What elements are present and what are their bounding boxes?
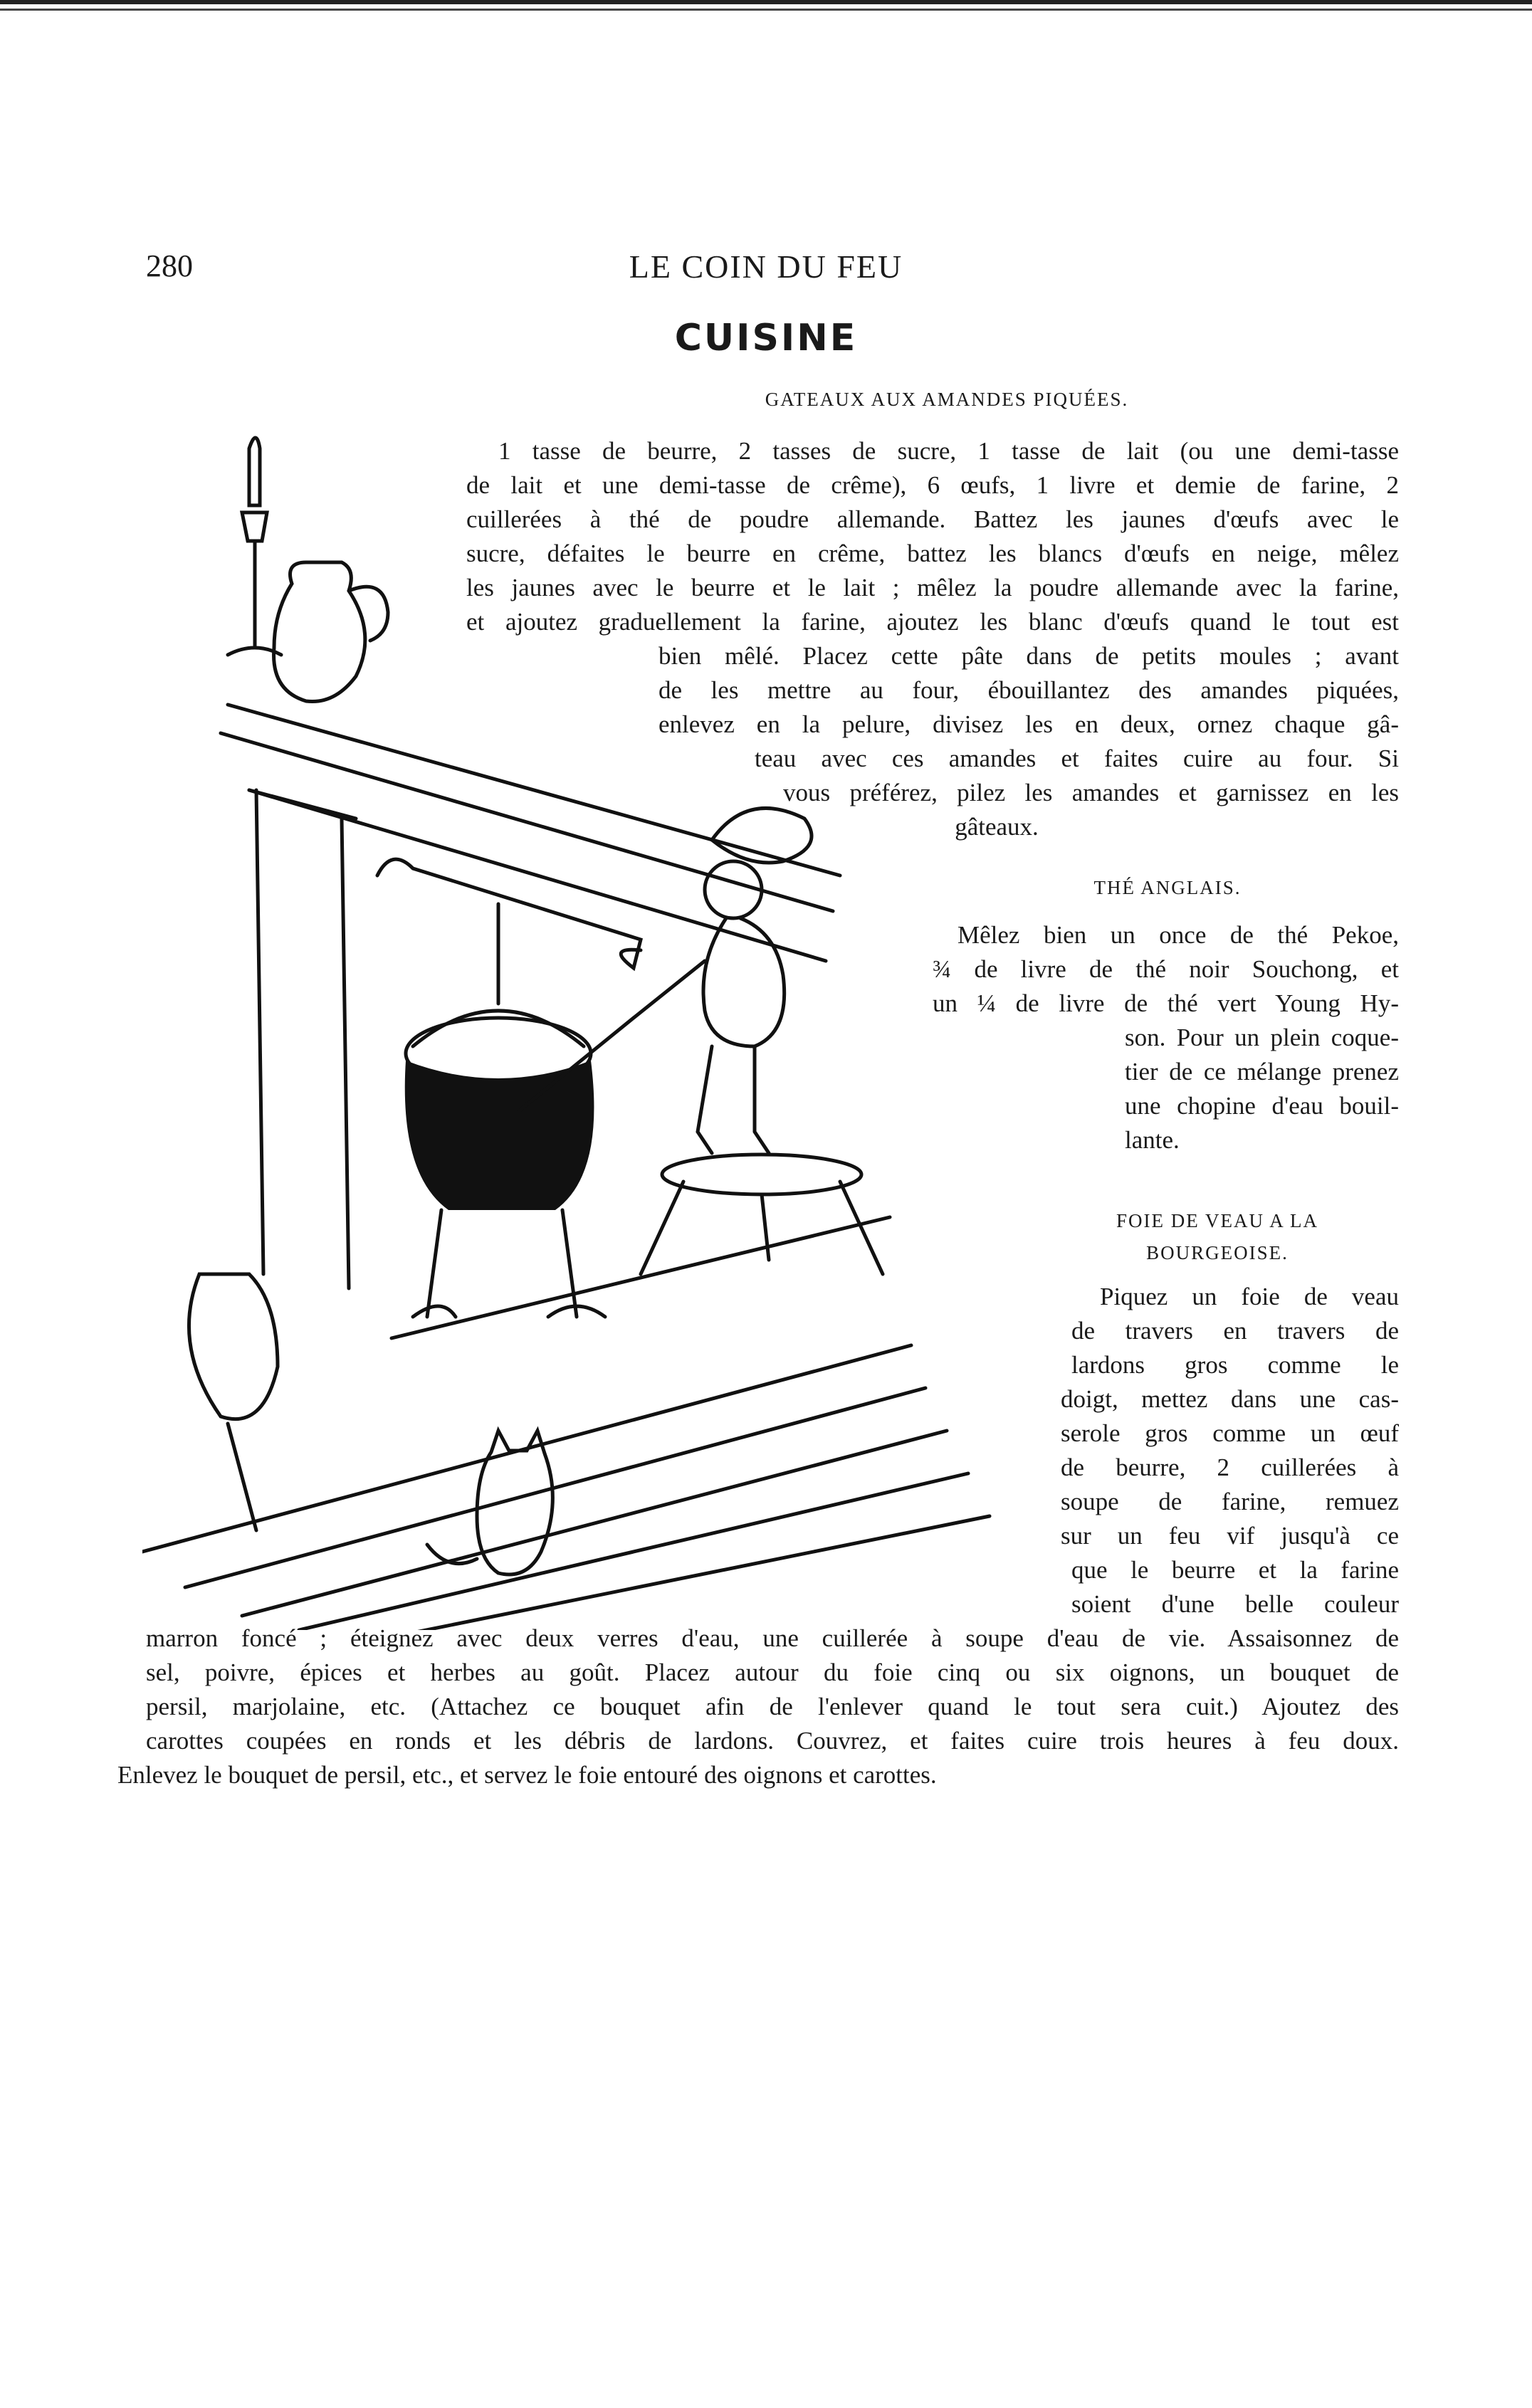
text-line: les jaunes avec le beurre et le lait ; mêlez la poudre allemande avec la farine, [466, 574, 1399, 601]
recipe-title-line: FOIE DE VEAU A LA [1116, 1210, 1318, 1231]
text-line: lante. [1125, 1126, 1180, 1154]
text-line: sur un feu vif jusqu'à ce [1061, 1522, 1399, 1550]
text-line: bien mêlé. Placez cette pâte dans de petits moules ; avant [659, 642, 1399, 670]
text-line: ¾ de livre de thé noir Souchong, et [933, 955, 1399, 983]
text-line: cuillerées à thé de poudre allemande. Battez les jaunes d'œufs avec le [466, 505, 1399, 533]
text-line: de travers en travers de [1071, 1317, 1399, 1345]
text-line: son. Pour un plein coque- [1125, 1024, 1399, 1051]
text-line: que le beurre et la farine [1071, 1556, 1399, 1584]
text-line: Enlevez le bouquet de persil, etc., et servez le foie entouré des oignons et carottes. [117, 1761, 937, 1789]
text-line: serole gros comme un œuf [1061, 1419, 1399, 1447]
text-line: soupe de farine, remuez [1061, 1488, 1399, 1515]
text-line: persil, marjolaine, etc. (Attachez ce bouquet afin de l'enlever quand le tout sera cuit.) Ajoutez des [146, 1693, 1399, 1720]
text-line: carottes coupées en ronds et les débris de lardons. Couvrez, et faites cuire trois heures à feu doux. [146, 1727, 1399, 1755]
text-line: teau avec ces amandes et faites cuire au four. Si [755, 745, 1399, 772]
bellows-icon [189, 1274, 278, 1530]
top-border-rule [0, 0, 1532, 21]
text-line: de beurre, 2 cuillerées à [1061, 1453, 1399, 1481]
text-line: tier de ce mélange prenez [1125, 1058, 1399, 1085]
text-line: une chopine d'eau bouil- [1125, 1092, 1399, 1120]
text-line: 1 tasse de beurre, 2 tasses de sucre, 1 tasse de lait (ou une demi-tasse [498, 437, 1399, 465]
text-line: soient d'une belle couleur [1071, 1590, 1399, 1618]
text-line: Piquez un foie de veau [1100, 1283, 1399, 1310]
recipe-title: THÉ ANGLAIS. [1093, 877, 1242, 898]
text-line: doigt, mettez dans une cas- [1061, 1385, 1399, 1413]
section-title: CUISINE [674, 317, 858, 359]
recipe-title: GATEAUX AUX AMANDES PIQUÉES. [765, 389, 1129, 410]
text-line: lardons gros comme le [1071, 1351, 1399, 1379]
text-line: gâteaux. [955, 813, 1039, 841]
page-number: 280 [146, 248, 193, 283]
cat-icon [427, 1431, 552, 1574]
text-line: de les mettre au four, ébouillantez des amandes piquées, [659, 676, 1399, 704]
text-line: Mêlez bien un once de thé Pekoe, [958, 921, 1399, 949]
text-line: un ¼ de livre de thé vert Young Hy- [933, 989, 1399, 1017]
text-line: enlevez en la pelure, divisez les en deux, ornez chaque gâ- [659, 710, 1399, 738]
running-title: LE COIN DU FEU [629, 248, 903, 285]
text-line: vous préférez, pilez les amandes et garnissez en les [783, 779, 1399, 806]
text-line: et ajoutez graduellement la farine, ajoutez les blanc d'œufs quand le tout est [466, 608, 1399, 636]
candle-icon [249, 438, 260, 505]
text-line: sel, poivre, épices et herbes au goût. Placez autour du foie cinq ou six oignons, un bouquet de [146, 1658, 1399, 1686]
recipe-title-line: BOURGEOISE. [1146, 1242, 1289, 1263]
text-line: sucre, défaites le beurre en crême, battez les blancs d'œufs en neige, mêlez [466, 540, 1399, 567]
text-line: marron foncé ; éteignez avec deux verres d'eau, une cuillerée à soupe d'eau de vie. Assaisonnez de [146, 1624, 1399, 1652]
jug-icon [274, 562, 388, 702]
text-line: de lait et une demi-tasse de crême), 6 œufs, 1 livre et demie de farine, 2 [466, 471, 1399, 499]
